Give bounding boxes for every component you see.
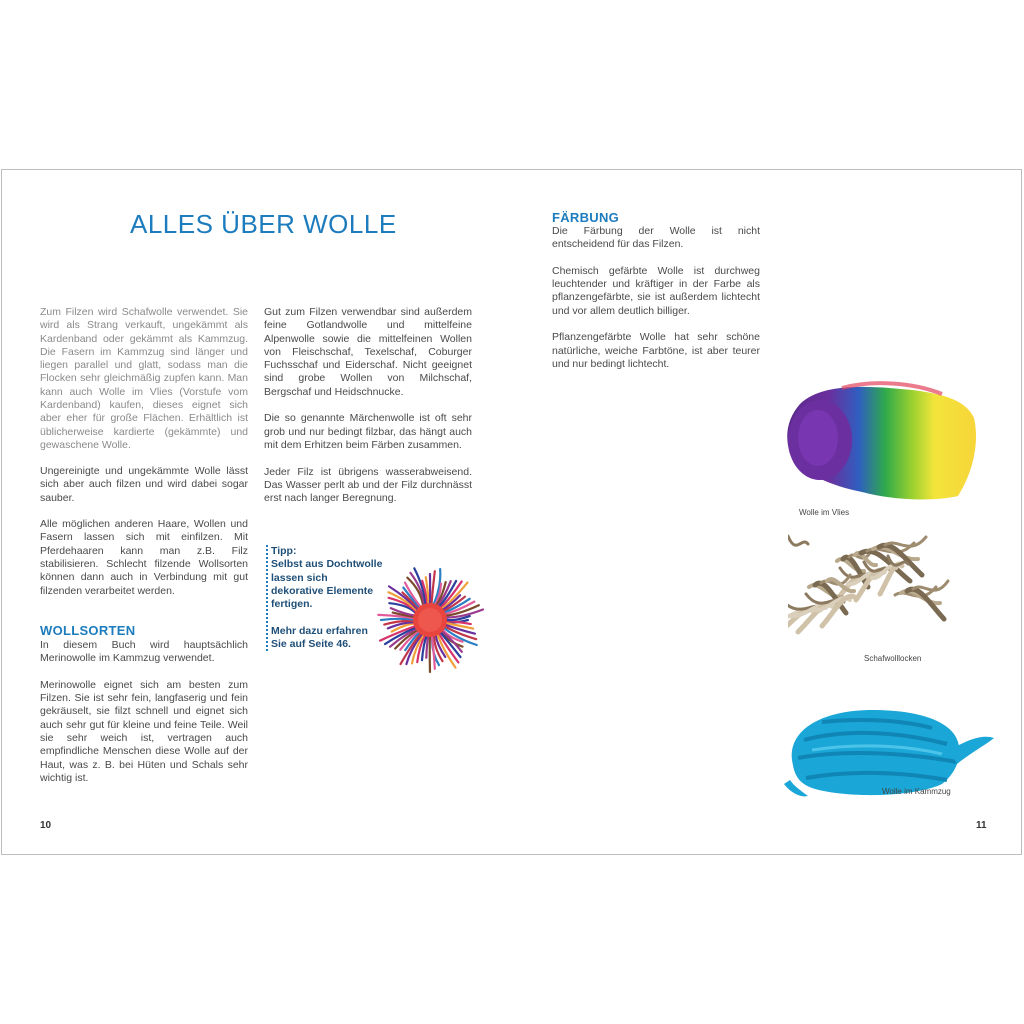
wool-roving-image: [782, 700, 996, 800]
paragraph-faerbung-3: Pflanzengefärbte Wolle hat sehr schöne natürliche, weiche Farbtöne, ist aber teurer und nur bedingt lichtecht.: [552, 331, 760, 370]
caption-locken: Schafwolllocken: [864, 654, 922, 663]
column-2: [264, 306, 472, 505]
tip-box: [266, 545, 383, 651]
page-number-right: 11: [976, 820, 987, 831]
wollsorten-text: [40, 639, 248, 785]
paragraph-suitable-wool: Gut zum Filzen verwendbar sind außerdem feine Gotlandwolle und mittelfeine Alpenwolle sowie die mittelfeinen Wollen von Fleischschaf, Texelschaf, Coburger Fuchsschaf und Eiderschaf. Nicht geeignet sind grobe Wollen von Milchschaf, Bergschaf und Heidschnucke.: [264, 306, 472, 398]
tip-label: Tipp:: [271, 545, 297, 557]
intro-column: [40, 306, 248, 452]
caption-vlies: Wolle im Vlies: [799, 508, 850, 517]
paragraph-faerbung-1: Die Färbung der Wolle ist nicht entscheidend für das Filzen.: [552, 225, 760, 251]
paragraph-maerchenwolle: Die so genannte Märchenwolle ist oft sehr grob und nur bedingt filzbar, das hängt auch mit dem Erhitzen beim Färben zusammen.: [264, 412, 472, 451]
paragraph-faerbung-2: Chemisch gefärbte Wolle ist durchweg leuchtender und kräftiger in der Farbe als pflanzengefärbte, sie ist außerdem lichtecht und vor allem deutlich billiger.: [552, 264, 760, 317]
paragraph-other-fibers: Alle möglichen anderen Haare, Wollen und Fasern lassen sich mit einfilzen. Mit Pferdehaaren kann man z.B. Filz stabilisieren. Schlecht filzende Wollsorten können dann auch in Verbindung mit gut filzenden verarbeitet werden.: [40, 518, 248, 597]
felt-sun-image: [370, 560, 490, 680]
page-number-left: 10: [40, 820, 52, 831]
column-1: [40, 465, 248, 598]
paragraph-unwashed: Ungereinigte und ungekämmte Wolle lässt sich aber auch filzen und wird dabei sogar sauber.: [40, 465, 248, 504]
paragraph-water-repellent: Jeder Filz ist übrigens wasserabweisend. Das Wasser perlt ab und der Filz durchnässt erst nach langer Beregnung.: [264, 465, 472, 505]
faerbung-heading: FÄRBUNG: [552, 210, 620, 225]
intro-paragraph-1: Zum Filzen wird Schafwolle verwendet. Sie wird als Strang verkauft, ungekämmt als Kardenband oder gekämmt als Kammzug. Die Fasern im Kammzug sind länger und liegen parallel und glatt, sodass man die Flocken sehr gleichmäßig zupfen kann. Man kann auch Wolle im Vlies (Vorstufe vom Kardenband) kaufen, dieses eignet sich aber eher für große Flächen. Erhältlich ist üblicherweise kardierte (gekämmte) und gewaschene Wolle.: [40, 306, 248, 451]
page-title: ALLES ÜBER WOLLE: [130, 209, 397, 239]
paragraph-merino-intro: In diesem Buch wird hauptsächlich Merinowolle im Kammzug verwendet.: [40, 639, 248, 665]
sun-ray: [381, 619, 416, 620]
paragraph-merino-detail: Merinowolle eignet sich am besten zum Filzen. Sie ist sehr fein, langfaserig und fein gekräuselt, sie filzt schnell und eignet sich auch sehr gut für kleine und feine Teile. Weil sie sehr weich ist, vertragen auch empfindliche Menschen diese Wolle auf der Haut, was z. B. bei Hüten und Schals sehr wichtig ist.: [40, 678, 248, 784]
wool-fleece-image: [782, 374, 982, 506]
wollsorten-heading: WOLLSORTEN: [40, 623, 136, 638]
faerbung-text: [552, 225, 760, 371]
wool-locks-image: [788, 524, 958, 648]
caption-kammzug: Wolle im Kammzug: [882, 787, 951, 796]
wool-lock: [788, 536, 808, 545]
tip-reference: Mehr dazu erfahren Sie auf Seite 46.: [271, 624, 368, 651]
tip-text: Selbst aus Dochtwolle lassen sich dekorative Elemente fertigen.: [271, 558, 383, 611]
